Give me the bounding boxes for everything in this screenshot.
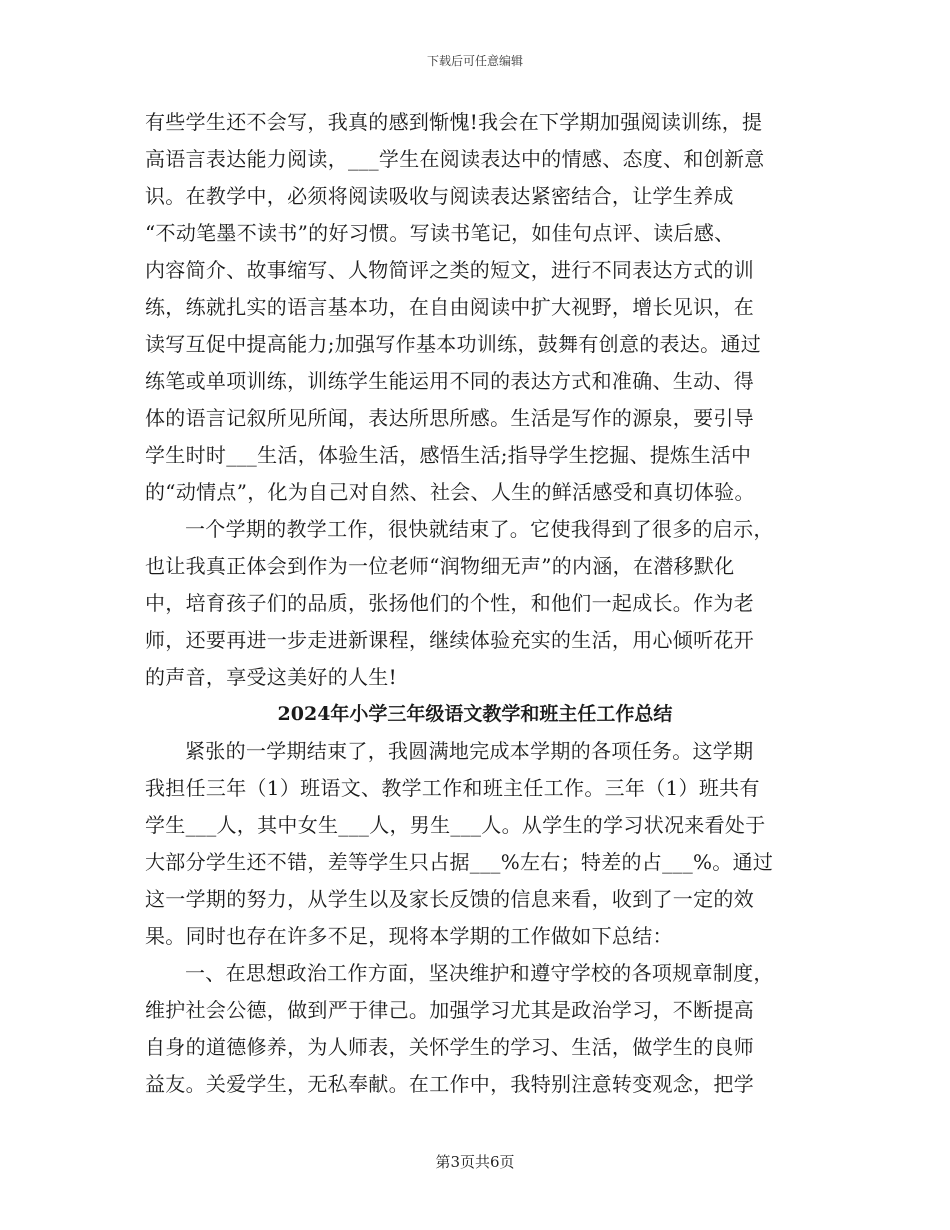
body-line: “不动笔墨不读书”的好习惯。写读书笔记，如佳句点评、读后感、 <box>145 221 735 245</box>
body-line: 维护社会公德，做到严于律己。加强学习尤其是政治学习，不断提高 <box>145 998 754 1022</box>
body-line: 大部分学生还不错，差等学生只占据___%左右；特差的占___%。通过 <box>145 850 774 874</box>
paragraph-start-line: 一、在思想政治工作方面，坚决维护和遵守学校的各项规章制度， <box>185 961 774 985</box>
body-line: 识。在教学中，必须将阅读吸收与阅读表达紧密结合，让学生养成 <box>145 184 734 208</box>
body-line: 的声音，享受这美好的人生! <box>145 665 397 689</box>
page-footer: 第3页共6页 <box>435 1153 515 1171</box>
paragraph-start-line: 一个学期的教学工作，很快就结束了。它使我得到了很多的启示， <box>185 517 774 541</box>
body-line: 益友。关爱学生，无私奉献。在工作中，我特别注意转变观念，把学 <box>145 1072 754 1096</box>
paragraph-start-line: 紧张的一学期结束了，我圆满地完成本学期的各项任务。这学期 <box>185 739 754 763</box>
body-line: 也让我真正体会到作为一位老师“润物细无声”的内涵，在潜移默化 <box>145 554 735 578</box>
body-line: 自身的道德修养，为人师表，关怀学生的学习、生活，做学生的良师 <box>145 1035 754 1059</box>
body-line: 果。同时也存在许多不足，现将本学期的工作做如下总结： <box>145 924 673 948</box>
body-line: 这一学期的努力，从学生以及家长反馈的信息来看，收到了一定的效 <box>145 887 754 911</box>
body-line: 的“动情点”，化为自己对自然、社会、人生的鲜活感受和真切体验。 <box>145 480 755 504</box>
body-line: 学生时时___生活，体验生活，感悟生活;指导学生挖掘、提炼生活中 <box>145 443 752 467</box>
body-line: 师，还要再进一步走进新课程，继续体验充实的生活，用心倾听花开 <box>145 628 754 652</box>
body-line: 中，培育孩子们的品质，张扬他们的个性，和他们一起成长。作为老 <box>145 591 754 615</box>
section-title: 2024年小学三年级语文教学和班主任工作总结 <box>277 703 673 725</box>
body-line: 有些学生还不会写，我真的感到惭愧!我会在下学期加强阅读训练，提 <box>145 110 763 134</box>
body-line: 内容简介、故事缩写、人物简评之类的短文，进行不同表达方式的训 <box>145 258 754 282</box>
body-line: 学生___人，其中女生___人，男生___人。从学生的学习状况来看处于 <box>145 813 766 837</box>
body-line: 高语言表达能力阅读，___学生在阅读表达中的情感、态度、和创新意 <box>145 147 765 171</box>
page-header: 下载后可任意编辑 <box>426 54 523 68</box>
body-line: 练，练就扎实的语言基本功，在自由阅读中扩大视野，增长见识，在 <box>145 295 754 319</box>
document-body <box>145 104 805 1103</box>
body-line: 体的语言记叙所见所闻，表达所思所感。生活是写作的源泉，要引导 <box>145 406 754 430</box>
body-line: 练笔或单项训练，训练学生能运用不同的表达方式和准确、生动、得 <box>145 369 754 393</box>
body-line: 我担任三年（1）班语文、教学工作和班主任工作。三年（1）班共有 <box>145 776 760 800</box>
body-line: 读写互促中提高能力;加强写作基本功训练，鼓舞有创意的表达。通过 <box>145 332 762 356</box>
